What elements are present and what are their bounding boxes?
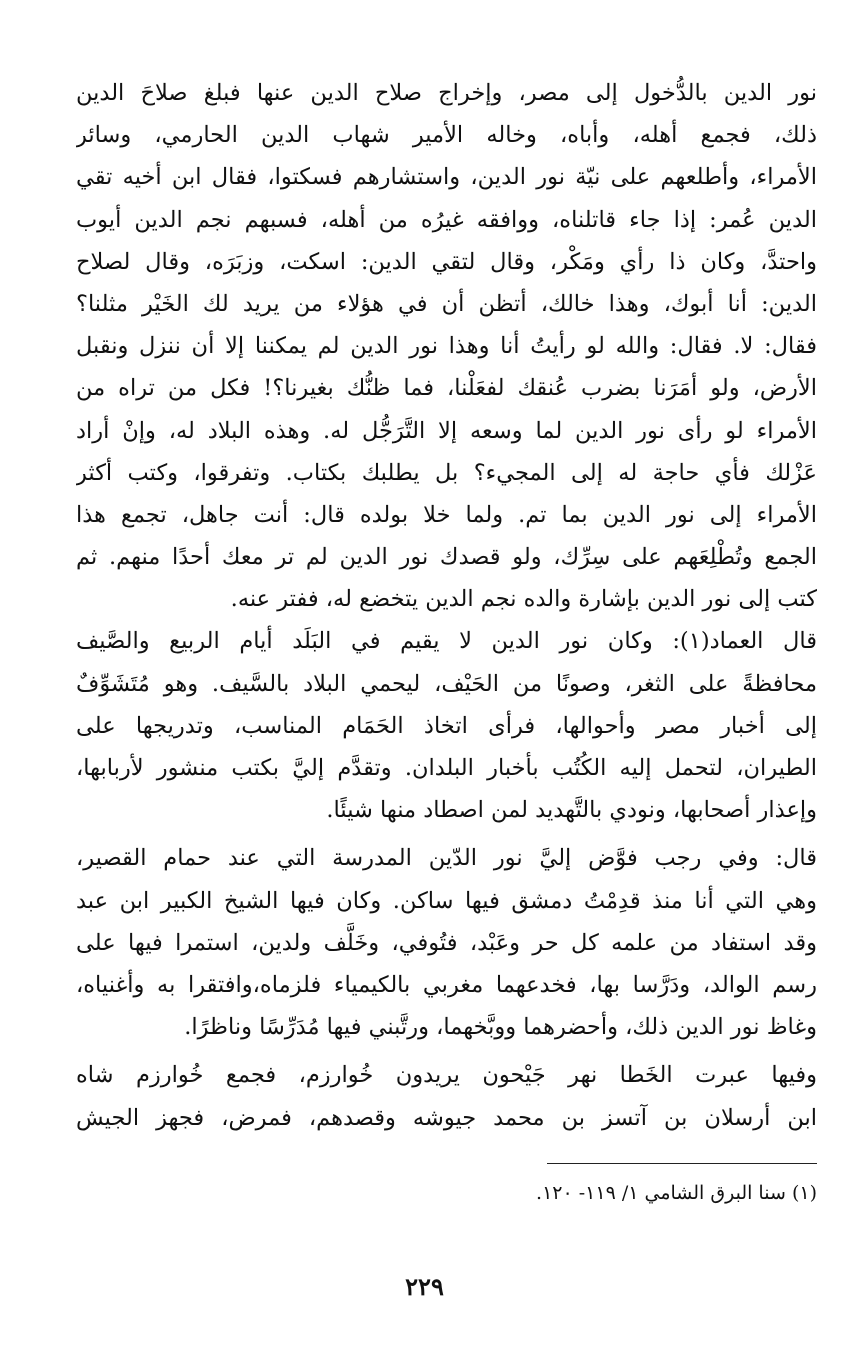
text-line: كتب إلى نور الدين بإشارة والده نجم الدين يتخضع له، ففتر عنه. <box>230 586 817 613</box>
footnote-text: سنا البرق الشامي ١/ ١١٩- ١٢٠. <box>536 1182 786 1204</box>
text-line: رسم الوالد، ودَرَّسا بها، فخدعهما مغربي بالكيمياء فلزماه،وافتقرا به وأغنياه، <box>76 971 817 998</box>
text-line: ذلك، فجمع أهله، وأباه، وخاله الأمير شهاب الدين الحارمي، وسائر <box>76 122 817 149</box>
page-number: ٢٢٩ <box>405 1272 444 1301</box>
text-line: نور الدين بالدُّخول إلى مصر، وإخراج صلاح الدين عنها فبلغ صلاحَ الدين <box>76 80 817 106</box>
text-line: قال العماد(١): وكان نور الدين لا يقيم في البَلَد أيام الربيع والصَّيف <box>76 628 817 655</box>
text-line: وغاظ نور الدين ذلك، وأحضرهما ووبَّخهما، ورتَّبني فيها مُدَرِّسًا وناظرًا. <box>184 1014 817 1041</box>
text-line: وهي التي أنا منذ قدِمْتُ دمشق فيها ساكن. وكان فيها الشيخ الكبير ابن عبد <box>76 887 817 914</box>
text-line: إلى أخبار مصر وأحوالها، فرأى اتخاذ الحَمَام المناسب، وتدريجها على <box>76 712 817 739</box>
text-line: وقد استفاد من علمه كل حر وعَبْد، فتُوفي، وخَلَّف ولدين، استمرا فيها على <box>76 929 817 956</box>
text-line: ابن أرسلان بن آتسز بن محمد جيوشه وقصدهم، فمرض، فجهز الجيش <box>76 1104 817 1131</box>
footnote-marker: (١) <box>791 1182 817 1204</box>
text-line: قال: وفي رجب فوَّض إليَّ نور الدّين المدرسة التي عند حمام القصير، <box>76 845 817 872</box>
text-line: محافظةً على الثغر، وصونًا من الحَيْف، ليحمي البلاد بالسَّيف. وهو مُتَشَوِّفٌ <box>76 670 817 697</box>
text-line: الطيران، لتحمل إليه الكُتُب بأخبار البلدان. وتقدَّم إليَّ بكتب منشور لأربابها، <box>76 755 817 781</box>
text-line: عَزْلك فأي حاجة له إلى المجيء؟ بل يطلبك بكتاب. وتفرقوا، وكتب أكثر <box>76 459 817 486</box>
text-line: واحتدَّ، وكان ذا رأي ومَكْر، وقال لتقي الدين: اسكت، وزبَرَه، وقال لصلاح <box>76 248 817 275</box>
footnote-divider <box>547 1163 817 1164</box>
text-line: الدين: أنا أبوك، وهذا خالك، أتظن أن في هؤلاء من يريد لك الخَيْر مثلنا؟ <box>76 290 817 317</box>
text-line: الأمراء إلى نور الدين بما تم. ولما خلا بولده قال: أنت جاهل، تجمع هذا <box>76 501 817 528</box>
text-line: الأمراء لو رأى نور الدين لما وسعه إلا التَّرَجُّل له. وهذه البلاد له، وإنْ أراد <box>76 417 817 444</box>
text-line: الأمراء، وأطلعهم على نيّة نور الدين، واستشارهم فسكتوا، فقال ابن أخيه تقي <box>76 164 817 191</box>
text-line: فقال: لا. فقال: والله لو رأيتُ أنا وهذا نور الدين لم يمكننا إلا أن ننزل ونقبل <box>76 333 817 360</box>
main-text <box>76 72 817 1139</box>
text-line: الأرض، ولو أمَرَنا بضرب عُنقك لفعَلْنا، فما ظنُّك بغيرنا؟! فكل من تراه من <box>76 375 817 402</box>
text-line: الدين عُمر: إذا جاء قاتلناه، ووافقه غيرُه من أهله، فسبهم نجم الدين أيوب <box>76 206 817 233</box>
text-line: الجمع وتُطْلِعَهم على سِرِّك، ولو قصدك نور الدين لم تر معك أحدًا منهم. ثم <box>76 544 817 571</box>
text-line: وفيها عبرت الخَطا نهر جَيْحون يريدون خُوارزم، فجمع خُوارزم شاه <box>76 1062 817 1089</box>
text-line: وإعذار أصحابها، ونودي بالتَّهديد لمن اصطاد منها شيئًا. <box>326 797 817 824</box>
footnote <box>536 1178 817 1208</box>
